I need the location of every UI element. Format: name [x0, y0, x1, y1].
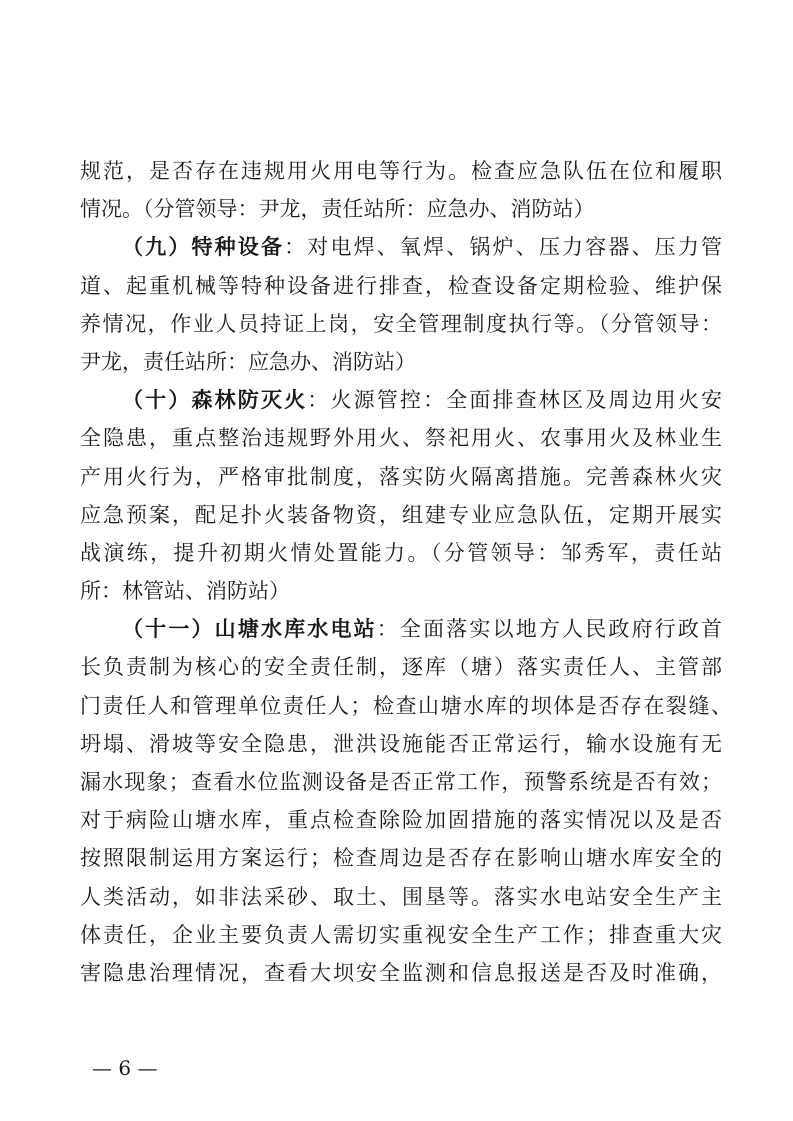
text-line: 对于病险山塘水库，重点检查除险加固措施的落实情况以及是否 — [80, 808, 722, 833]
text-line: 坍塌、滑坡等安全隐患，泄洪设施能否正常运行，输水设施有无 — [80, 731, 722, 756]
text-line: 体责任，企业主要负责人需切实重视安全生产工作；排查重大灾 — [80, 922, 722, 947]
text-line: 产用火行为，严格审批制度，落实防火隔离措施。完善森林火灾 — [80, 464, 722, 489]
text-line: 规范，是否存在违规用火用电等行为。检查应急队伍在位和履职 — [80, 159, 722, 183]
section-heading-forest-fire: （十）森林防灭火 — [122, 388, 308, 413]
section-line-forest-fire — [80, 381, 722, 419]
section-line-special-equipment — [80, 228, 722, 266]
section-text: ：对电焊、氧焊、锅炉、压力容器、压力管 — [284, 235, 723, 260]
text-line: 门责任人和管理单位责任人；检查山塘水库的坝体是否存在裂缝、 — [80, 693, 732, 718]
section-heading-reservoir-hydropower: （十一）山塘水库水电站 — [122, 617, 377, 642]
text-line: 道、起重机械等特种设备进行排查，检查设备定期检验、维护保 — [80, 273, 722, 298]
text-line: 情况。（分管领导：尹龙，责任站所：应急办、消防站） — [80, 197, 595, 222]
text-line: 按照限制运用方案运行；检查周边是否存在影响山塘水库安全的 — [80, 846, 722, 871]
text-line: 害隐患治理情况，查看大坝安全监测和信息报送是否及时准确， — [80, 960, 722, 985]
text-line: 尹龙，责任站所：应急办、消防站） — [80, 349, 416, 374]
text-line: 养情况，作业人员持证上岗，安全管理制度执行等。（分管领导： — [80, 311, 722, 336]
text-line: 长负责制为核心的安全责任制，逐库（塘）落实责任人、主管部 — [80, 655, 722, 680]
text-line: 所：林管站、消防站） — [80, 579, 290, 604]
section-text: ：全面落实以地方人民政府行政首 — [376, 617, 723, 642]
text-line: 漏水现象；查看水位监测设备是否正常工作，预警系统是否有效； — [80, 770, 722, 794]
section-line-reservoir-hydropower — [80, 610, 722, 648]
section-heading-special-equipment: （九）特种设备 — [122, 235, 285, 260]
text-line: 战演练，提升初期火情处置能力。（分管领导：邹秀军，责任站 — [80, 540, 722, 565]
text-line: 全隐患，重点整治违规野外用火、祭祀用火、农事用火及林业生 — [80, 426, 722, 451]
body-text — [80, 152, 732, 992]
section-text: ：火源管控：全面排查林区及周边用火安 — [307, 388, 722, 413]
page-number: — 6 — — [92, 1056, 158, 1080]
text-line: 人类活动，如非法采砂、取土、围垦等。落实水电站安全生产主 — [80, 884, 722, 909]
text-line: 应急预案，配足扑火装备物资，组建专业应急队伍，定期开展实 — [80, 502, 722, 527]
